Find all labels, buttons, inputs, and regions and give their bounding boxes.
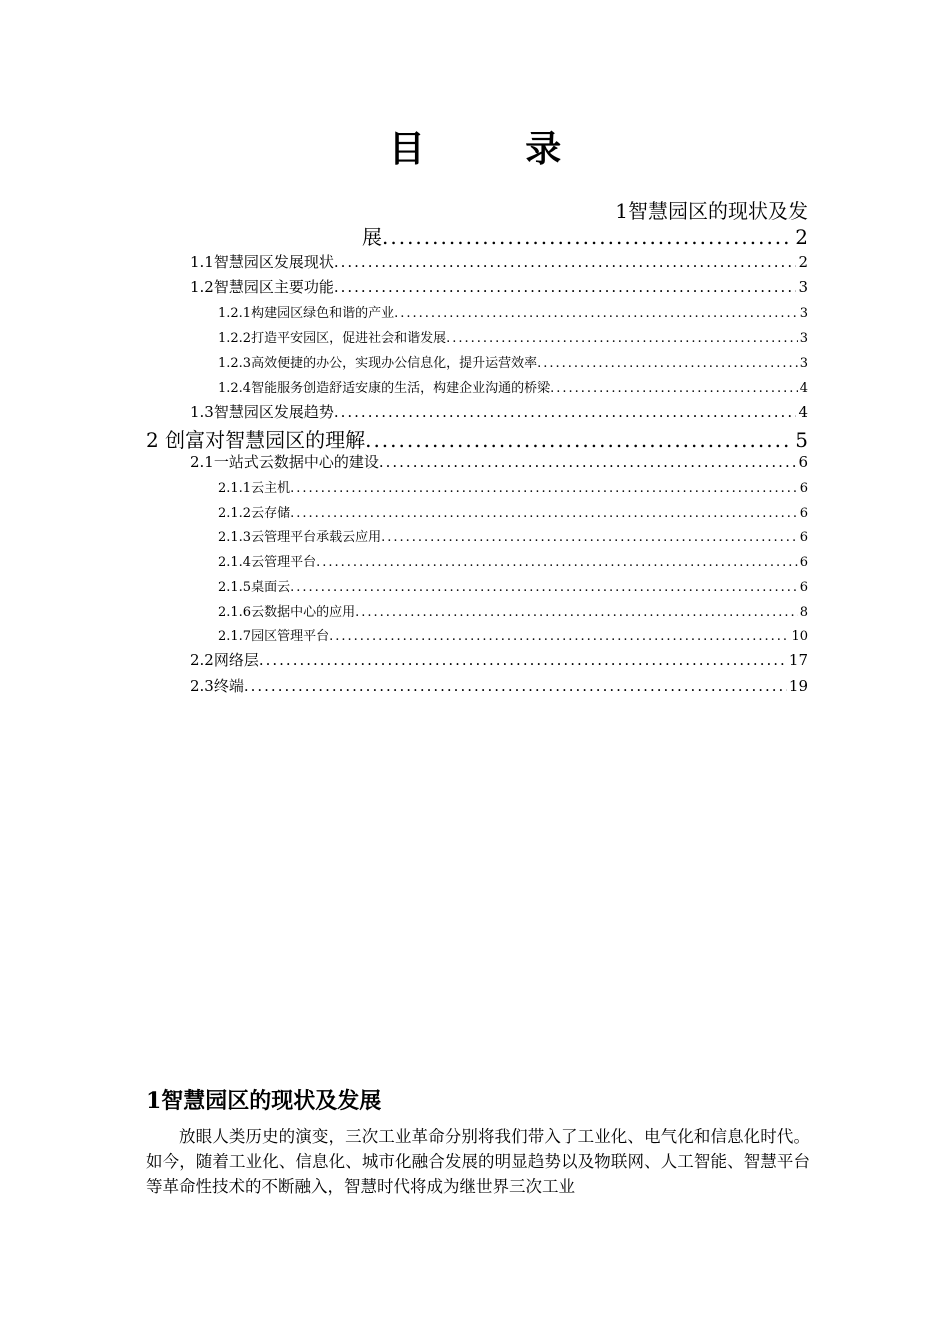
toc-entry-label: 1.2智慧园区主要功能 (190, 278, 334, 296)
toc-entry-page: 19 (788, 677, 808, 695)
toc-leader-dots (550, 381, 798, 396)
toc-leader-dots (446, 331, 798, 346)
toc-leader-dots (334, 253, 797, 271)
toc-entry-page: 3 (799, 331, 808, 346)
toc-entry-page: 5 (795, 428, 808, 452)
toc-entry[interactable] (190, 675, 808, 696)
toc-entry-page: 3 (798, 278, 808, 296)
toc-entry[interactable] (218, 327, 808, 346)
toc-entry[interactable] (218, 302, 808, 321)
toc-entry[interactable] (190, 251, 808, 272)
toc-entry-page: 6 (799, 555, 808, 570)
toc-entry-page: 8 (799, 605, 808, 620)
toc-entry-page: 6 (798, 453, 808, 471)
toc-entry-label: 2.1.3云管理平台承载云应用 (218, 530, 382, 545)
toc-leader-dots (244, 677, 787, 695)
toc-leader-dots (382, 224, 793, 250)
toc-leader-dots (379, 453, 797, 471)
toc-entry[interactable] (218, 526, 808, 545)
toc-entry-label: 1.1智慧园区发展现状 (190, 253, 334, 271)
toc-entry-label: 2.1.7园区管理平台 (218, 629, 330, 644)
toc-leader-dots (394, 306, 798, 321)
toc-entry-page: 6 (799, 580, 808, 595)
toc-leader-dots (290, 481, 798, 496)
toc-entry-page: 6 (799, 530, 808, 545)
toc-entry[interactable] (218, 551, 808, 570)
toc-entry[interactable] (190, 401, 808, 422)
toc-entry-label: 1.2.1构建园区绿色和谐的产业 (218, 306, 395, 321)
toc-leader-dots (316, 555, 798, 570)
toc-entry[interactable] (218, 377, 808, 396)
toc-leader-dots (355, 605, 798, 620)
toc-entry-page: 3 (799, 356, 808, 371)
toc-entry-label: 2.1一站式云数据中心的建设 (190, 453, 379, 471)
toc-entry-label: 2.1.4云管理平台 (218, 555, 317, 570)
toc-entry[interactable] (146, 424, 808, 453)
toc-leader-dots (334, 403, 797, 421)
toc-entry-1[interactable] (362, 198, 808, 250)
toc-leader-dots (381, 530, 798, 545)
toc-entry-page: 6 (799, 481, 808, 496)
toc-entry[interactable] (218, 502, 808, 521)
toc-leader-dots (329, 629, 789, 644)
toc-entry[interactable] (218, 477, 808, 496)
toc-entry[interactable] (190, 276, 808, 297)
toc-entry-page: 4 (798, 403, 808, 421)
toc-leader-dots (259, 651, 787, 669)
toc-entry-1-line2 (362, 224, 808, 250)
toc-entry-label: 1.2.4智能服务创造舒适安康的生活，构建企业沟通的桥梁 (218, 381, 551, 396)
toc-entry-1-page: 2 (795, 225, 808, 249)
toc-entry-1-label-line2: 展 (362, 225, 382, 249)
toc-entry-label: 1.2.3高效便捷的办公，实现办公信息化，提升运营效率 (218, 356, 538, 371)
section-heading: 1智慧园区的现状及发展 (146, 1088, 382, 1114)
toc-entry-page: 3 (799, 306, 808, 321)
toc-entry[interactable] (218, 625, 808, 644)
toc-entry-page: 2 (798, 253, 808, 271)
toc-leader-dots (290, 580, 798, 595)
toc-entry-label: 2.1.2云存储 (218, 506, 291, 521)
toc-entry[interactable] (218, 576, 808, 595)
toc-entry[interactable] (218, 352, 808, 371)
toc-entry-label: 2.1.6云数据中心的应用 (218, 605, 356, 620)
toc-leader-dots (290, 506, 798, 521)
toc-entry[interactable] (190, 649, 808, 670)
toc-entry-label: 2.2网络层 (190, 651, 259, 669)
toc-leader-dots (365, 428, 793, 452)
toc-entry-page: 6 (799, 506, 808, 521)
toc-entry-page: 10 (791, 629, 808, 644)
toc-entry-label: 2.1.5桌面云 (218, 580, 291, 595)
toc-entry-1-label-line1: 1智慧园区的现状及发 (615, 199, 808, 223)
toc-leader-dots (537, 356, 798, 371)
toc-entry-page: 4 (799, 381, 808, 396)
toc-entry-label: 2.3终端 (190, 677, 244, 695)
toc-entry-page: 17 (788, 651, 808, 669)
toc-leader-dots (334, 278, 797, 296)
body-paragraph: 放眼人类历史的演变，三次工业革命分别将我们带入了工业化、电气化和信息化时代。如今，随着工业化、信息化、城市化融合发展的明显趋势以及物联网、人工智能、智慧平台等革命性技术的不断融入，智慧时代将成为继世界三次工业 (146, 1127, 810, 1196)
toc-entry-label: 2.1.1云主机 (218, 481, 291, 496)
toc-entry-label: 1.3智慧园区发展趋势 (190, 403, 334, 421)
toc-entry-label: 2 创富对智慧园区的理解 (146, 428, 366, 452)
toc-entry[interactable] (190, 451, 808, 472)
toc-entry[interactable] (218, 601, 808, 620)
toc-entry-label: 1.2.2打造平安园区，促进社会和谐发展 (218, 331, 447, 346)
toc-title: 目 录 (388, 129, 606, 170)
